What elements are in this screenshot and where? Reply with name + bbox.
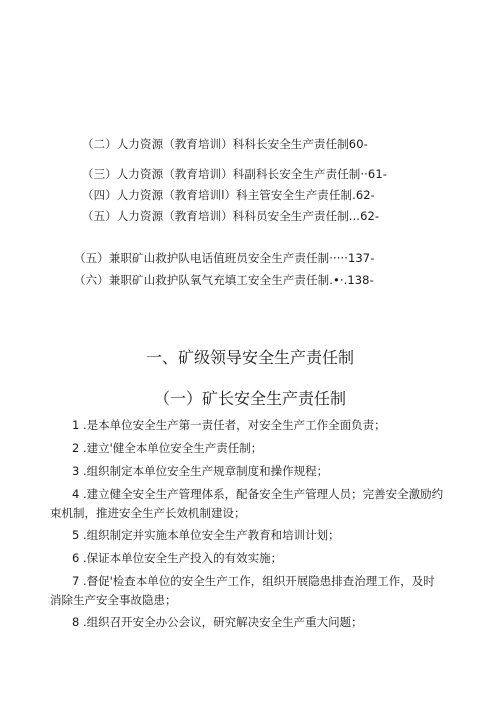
list-item: 4 .建立健全安全生产管理体系，配备安全生产管理人员；完善安全激励约	[72, 487, 444, 501]
toc-entry: （五）兼职矿山救护队电话值班员安全生产责任制·····137-	[74, 251, 375, 265]
list-item: 5 .组织制定并实施本单位安全生产教育和培训计划；	[72, 528, 340, 542]
toc-entry: （六）兼职矿山救护队氧气充填工安全生产责任制.•·.138-	[74, 273, 374, 287]
toc-entry: （二）人力资源（教育培训）科科长安全生产责任制60-	[82, 137, 368, 151]
list-item: 8 .组织召开安全办公会议，研究解决安全生产重大问题；	[72, 615, 363, 629]
list-item: 6 .保证本单位安全生产投入的有效实施；	[72, 551, 283, 565]
list-item: 3 .组织制定本单位安全生产规章制度和操作规程；	[72, 464, 329, 478]
list-item-continuation: 消除生产安全事故隐患；	[50, 593, 177, 607]
subsection-heading: （一）矿长安全生产责任制	[153, 389, 346, 408]
toc-entry: （五）人力资源（教育培训）科科员安全生产责任制...62-	[82, 209, 380, 223]
list-item: 1 .是本单位安全生产第一责任者，对安全生产工作全面负责；	[72, 418, 386, 432]
list-item: 7 .督促'检查本单位的安全生产工作，组织开展隐患排查治理工作，及时	[72, 574, 435, 588]
toc-entry: （三）人力资源（教育培训）科副科长安全生产责任制··61-	[82, 167, 387, 181]
list-item: 2 .建立'健全本单位安全生产责任制；	[72, 441, 263, 455]
list-item-continuation: 束机制，推进安全生产长效机制建设；	[50, 506, 246, 520]
section-heading: 一、矿级领导安全生产责任制	[145, 348, 354, 367]
toc-entry: （四）人力资源（教育培训l）科主管安全生产责任制.62-	[82, 188, 375, 202]
